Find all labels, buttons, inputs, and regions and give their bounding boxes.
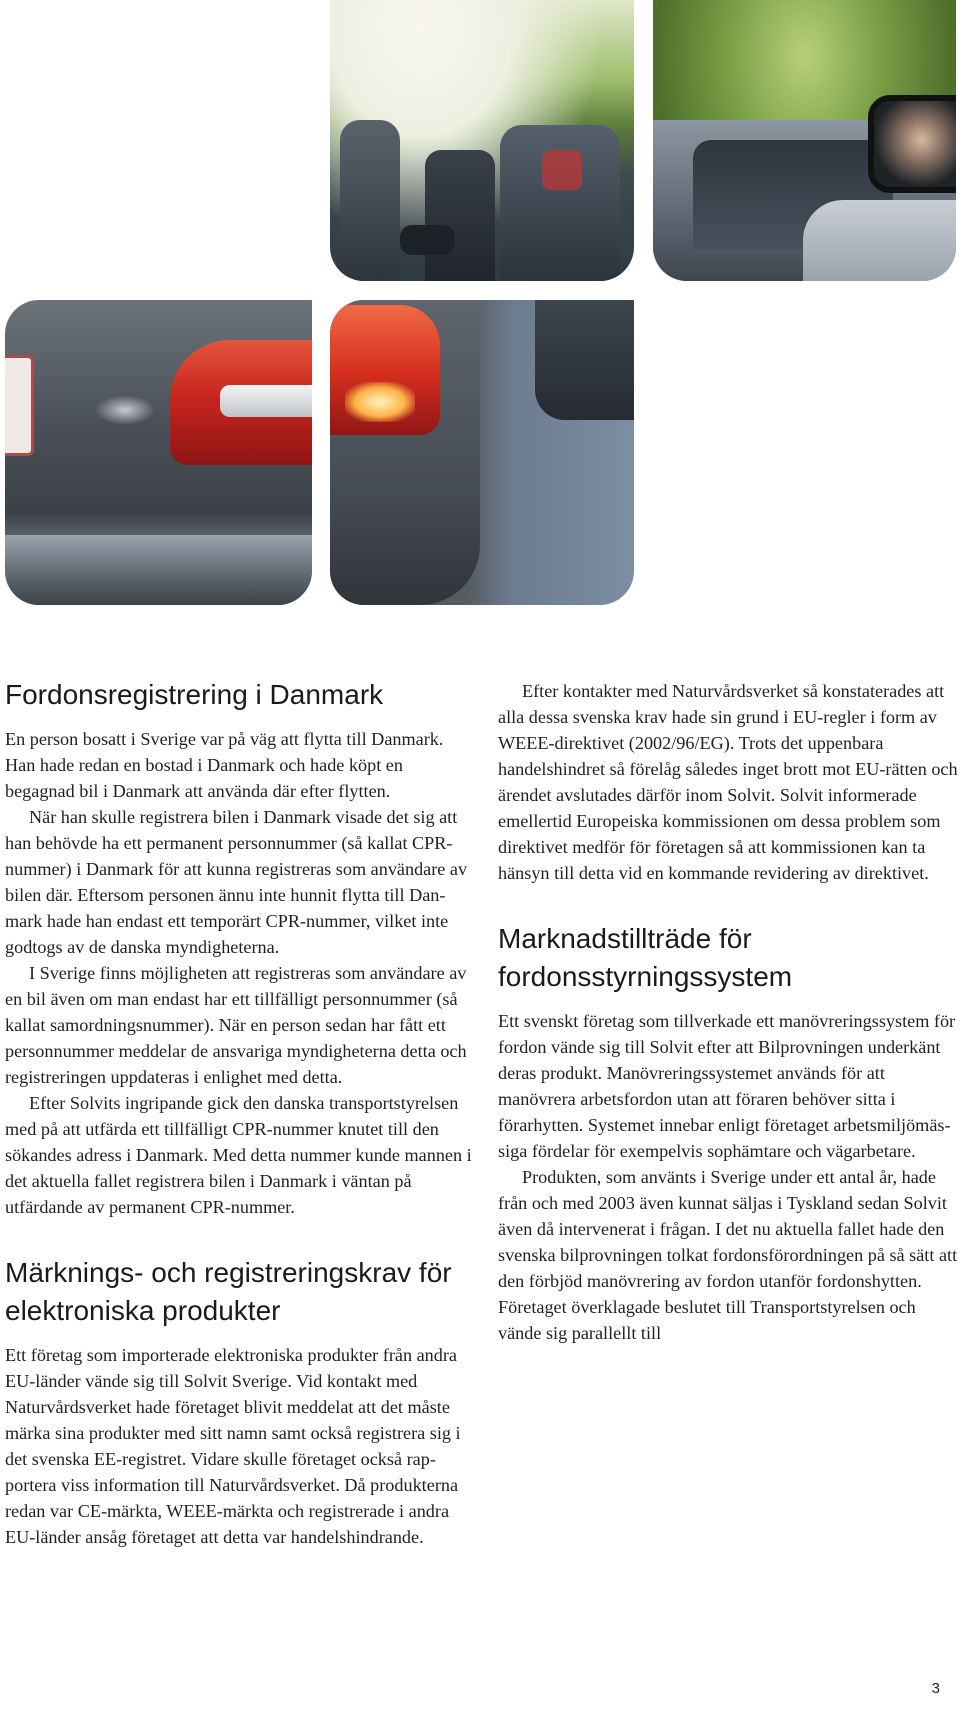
left-column	[5, 676, 475, 1550]
right-column	[498, 678, 960, 1346]
paragraph: När han skulle registrera bilen i Danmark visade det sig att han behövde ha ett permanent personnummer (så kallat CPR-nummer) i Danmark för att kunna registreras som användare av bilen där. Eftersom personen ännu inte hunnit flytta till Danmark hade han endast ett temporärt CPR-nummer, vilket inte godtogs av de danska myndigheterna.	[5, 807, 468, 957]
section-spacer	[5, 1220, 475, 1254]
paragraph: I Sverige finns möjligheten att registreras som användare av en bil även om man endast har ett tillfälligt personnummer (så kallat samordningsnummer). När en person sedan har fått ett personnummer meddelar de ansvariga myndigheterna detta och registreringen uppdateras i enlighet med detta.	[5, 963, 467, 1087]
paragraph: Ett svenskt företag som tillverkade ett manövreringssystem för fordon vände sig till Solvit efter att Bilprovningen underkänt deras produkt. Manövreringssystemet används för att manövrera arbetsfordon utan att föraren behöver sitta i förarhytten. Systemet innebar enligt företaget arbetsmiljömässiga fördelar för exempelvis sophämtare och vägarbetare.	[498, 1011, 956, 1161]
paragraph: Efter Solvits ingripande gick den danska transportstyrelsen med på att utfärda ett tillfälligt CPR-nummer knutet till den sökandes adress i Danmark. Med detta nummer kunde mannen i det aktuella fallet registrera bilen i Danmark i väntan på utfärdande av permanent CPR-nummer.	[5, 1093, 472, 1217]
paragraph: Efter kontakter med Naturvårdsverket så konstaterades att alla dessa svenska krav hade sin grund i EU-regler i form av WEEE-direktivet (2002/96/EG). Trots det uppenbara handelshindret så förelåg således inget brott mot EU-rätten och ärendet avslutades därför inom Solvit. Solvit informerade emellertid Europeiska kommissionen om dessa problem som direktivet medför för företagen så att kommissionen kan ta hänsyn till detta vid en kommande revidering av direktivet.	[498, 681, 958, 883]
paragraph: En person bosatt i Sverige var på väg att flytta till Danmark. Han hade redan en bostad i Danmark och hade köpt en begagnad bil i Danmark att använda där efter flytten.	[5, 729, 444, 801]
heading-marknadstilltrade: Marknadstillträde för fordonsstyrningssystem	[498, 923, 793, 992]
paragraph: Produkten, som använts i Sverige under ett antal år, hade från och med 2003 även kunnat säljas i Tyskland sedan Solvit även då intervenerat i frågan. I det nu aktuella fallet hade den svenska bilprovningen tolkat fordonsförordningen på så sätt att den förbjöd manövrering av fordon utanför fordonshytten. Företaget överklagade beslutet till Transportstyrelsen och vände sig parallellt till	[498, 1167, 958, 1343]
photo-side-mirror	[653, 0, 956, 281]
paragraph: Ett företag som importerade elektroniska produkter från andra EU-länder vände sig till Solvit Sverige. Vid kontakt med Naturvårdsverket hade företaget blivit meddelat att det måste märka sina produkter med sitt namn samt också registrera sig i det svenska EE-registret. Vidare skulle företaget också rapportera viss information till Naturvårdsverket. Då produkterna redan var CE-märkta, WEEE-märkta och registrerade i andra EU-länder ansåg företaget att detta var handelshindrande.	[5, 1345, 461, 1547]
heading-fordonsregistrering: Fordonsregistrering i Danmark	[5, 679, 384, 710]
photo-car-rear-road	[330, 300, 634, 605]
heading-markningskrav: Märknings- och registreringskrav för elektroniska produkter	[5, 1257, 452, 1326]
photo-traffic-queue	[330, 0, 634, 281]
photo-car-rear-left	[5, 300, 312, 605]
page-number: 3	[931, 1680, 940, 1697]
section-spacer	[498, 886, 960, 920]
